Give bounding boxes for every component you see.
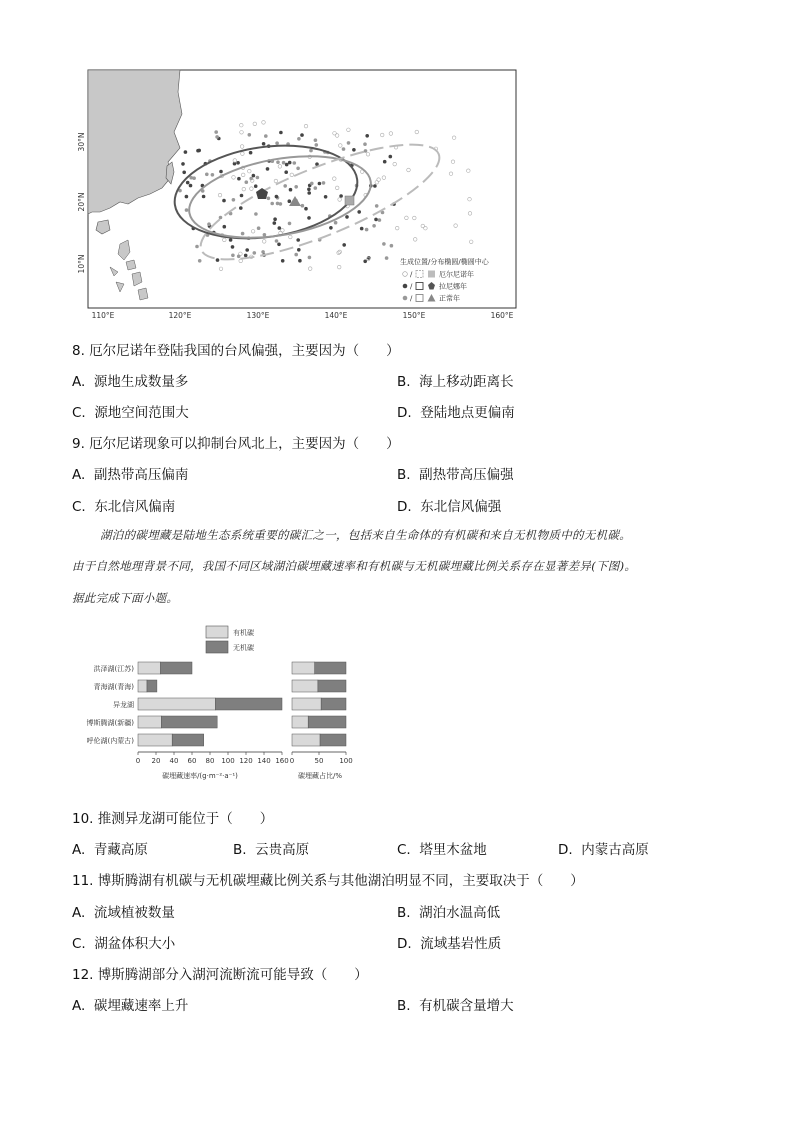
left-tick-label: 160 (275, 757, 289, 765)
q8-option-a[interactable]: A. 源地生成数量多 (72, 374, 189, 390)
bar-organic-rate (138, 662, 161, 674)
question-10-number: 10. (72, 811, 94, 827)
bar-inorganic-rate (161, 716, 217, 728)
genesis-dot (301, 204, 305, 208)
genesis-dot (282, 161, 286, 165)
bar-inorganic-rate (161, 662, 193, 674)
q8-option-c[interactable]: C. 源地空间范围大 (72, 405, 189, 421)
category-labels (87, 664, 135, 745)
genesis-dot (189, 184, 193, 188)
genesis-dot (289, 188, 293, 192)
genesis-dot (196, 149, 200, 153)
question-9 (72, 432, 400, 452)
genesis-dot (390, 244, 394, 248)
q10-option-c[interactable]: C. 塔里木盆地 (397, 842, 487, 858)
right-tick-label: 50 (314, 757, 324, 765)
bar-organic-share (292, 662, 315, 674)
genesis-dot (285, 163, 289, 167)
q12-option-b[interactable]: B. 有机碳含量增大 (397, 998, 514, 1014)
genesis-dot (385, 256, 389, 260)
genesis-dot (198, 259, 202, 263)
genesis-dot (222, 199, 226, 203)
genesis-dot (293, 161, 297, 165)
genesis-dot (240, 194, 244, 198)
left-tick-label: 100 (221, 757, 235, 765)
question-12-text: 博斯腾湖部分入湖河流断流可能导致（ ） (97, 967, 368, 983)
genesis-dot (315, 143, 319, 147)
genesis-dot (181, 162, 185, 166)
bar-organic-share (292, 680, 318, 692)
genesis-dot (283, 184, 287, 188)
bar-inorganic-share (320, 734, 346, 746)
left-panel-bars (138, 662, 282, 746)
genesis-dot (307, 191, 311, 195)
genesis-dot (214, 130, 218, 134)
genesis-dot (195, 245, 199, 249)
genesis-dot (294, 185, 298, 189)
svg-text:/: / (410, 282, 413, 291)
genesis-dot (382, 242, 386, 246)
question-10-text: 推测异龙湖可能位于（ ） (97, 811, 274, 827)
q10-option-b[interactable]: B. 云贵高原 (233, 842, 310, 858)
genesis-dot (324, 195, 328, 199)
genesis-dot (322, 181, 326, 185)
carbon-chart (70, 620, 370, 785)
y-tick-30n: 30°N (77, 132, 86, 152)
genesis-dot (273, 221, 277, 225)
genesis-dot (216, 258, 220, 262)
legend-inorganic-label: 无机碳 (233, 644, 254, 652)
bar-inorganic-share (318, 680, 346, 692)
q11-option-c[interactable]: C. 湖盆体积大小 (72, 936, 176, 952)
bar-organic-rate (138, 734, 172, 746)
x-tick-160e: 160°E (490, 311, 514, 320)
question-11 (72, 869, 584, 889)
genesis-dot (273, 217, 277, 221)
genesis-dot (264, 134, 268, 138)
genesis-dot (314, 138, 318, 142)
x-tick-110e: 110°E (91, 311, 115, 320)
genesis-dot (262, 142, 266, 146)
genesis-dot (365, 134, 369, 138)
genesis-dot (257, 226, 261, 230)
svg-text:/: / (410, 270, 413, 279)
bar-organic-rate (138, 698, 215, 710)
question-8-number: 8. (72, 343, 85, 359)
genesis-dot (185, 208, 189, 212)
category-label: 异龙湖 (113, 701, 134, 709)
genesis-dot (267, 197, 271, 201)
genesis-dot (244, 254, 248, 258)
genesis-dot (357, 210, 361, 214)
bar-inorganic-share (321, 698, 346, 710)
question-9-text: 厄尔尼诺现象可以抑制台风北上，主要因为（ ） (89, 436, 400, 452)
x-tick-150e: 150°E (402, 311, 426, 320)
genesis-dot (364, 149, 368, 153)
passage-line-3: 据此完成下面小题。 (72, 591, 179, 605)
genesis-dot (296, 238, 300, 242)
genesis-dot (275, 141, 279, 145)
genesis-dot (307, 188, 311, 192)
genesis-dot (374, 218, 378, 222)
bar-inorganic-rate (172, 734, 204, 746)
legend-organic-swatch (206, 626, 228, 638)
genesis-dot (215, 135, 219, 139)
genesis-dot (297, 248, 301, 252)
el-nino-center-square (345, 196, 354, 205)
left-tick-label: 20 (151, 757, 161, 765)
bar-organic-rate (138, 716, 161, 728)
question-11-number: 11. (72, 873, 94, 889)
genesis-dot (300, 133, 304, 137)
legend-la-nina-label: 拉尼娜年 (439, 282, 467, 291)
genesis-dot (296, 167, 300, 171)
y-tick-20n: 20°N (77, 192, 86, 212)
q10-option-d[interactable]: D. 内蒙古高原 (558, 842, 649, 858)
genesis-dot (189, 176, 193, 180)
legend-organic-label: 有机碳 (233, 629, 254, 637)
genesis-dot (363, 142, 367, 146)
genesis-dot (232, 198, 236, 202)
x-tick-130e: 130°E (246, 311, 270, 320)
genesis-dot (266, 167, 270, 171)
genesis-dot (345, 215, 349, 219)
q8-option-b[interactable]: B. 海上移动距离长 (397, 374, 514, 390)
genesis-dot (389, 155, 393, 159)
genesis-dot (288, 222, 292, 226)
left-panel-xlabel: 碳埋藏速率/(g·m⁻²·a⁻¹) (162, 772, 238, 780)
legend-normal-label: 正常年 (439, 294, 460, 303)
genesis-dot (211, 173, 215, 177)
question-8 (72, 339, 400, 359)
left-tick-label: 80 (205, 757, 215, 765)
genesis-dot (276, 160, 280, 164)
genesis-dot (254, 212, 258, 216)
bar-inorganic-share (315, 662, 346, 674)
genesis-dot (256, 176, 260, 180)
genesis-dot (298, 259, 302, 263)
genesis-dot (347, 141, 351, 145)
genesis-dot (342, 243, 346, 247)
genesis-dot (231, 245, 235, 249)
genesis-dot (304, 207, 308, 211)
genesis-dot (307, 216, 311, 220)
genesis-dot (205, 173, 209, 177)
genesis-dot (237, 177, 241, 181)
right-tick-label: 0 (289, 757, 295, 765)
x-tick-120e: 120°E (168, 311, 192, 320)
bar-inorganic-rate (215, 698, 282, 710)
genesis-dot (314, 186, 318, 190)
genesis-dot (288, 161, 292, 165)
y-tick-10n: 10°N (77, 254, 86, 274)
right-tick-label: 100 (339, 757, 353, 765)
question-12-number: 12. (72, 967, 94, 983)
genesis-dot (219, 170, 223, 174)
genesis-dot (263, 233, 267, 237)
genesis-dot (236, 161, 240, 165)
question-10 (72, 807, 273, 827)
q8-option-d[interactable]: D. 登陆地点更偏南 (397, 405, 515, 421)
genesis-dot (182, 171, 186, 175)
passage-line-2: 由于自然地理背景不同，我国不同区域湖泊碳埋藏速率和有机碳与无机碳埋藏比例关系存在显著差异(下图)。 (72, 559, 637, 573)
category-label: 博斯腾湖(新疆) (86, 719, 134, 727)
genesis-dot (309, 149, 313, 153)
genesis-dot (383, 160, 387, 164)
svg-text:/: / (410, 294, 413, 303)
left-tick-label: 140 (257, 757, 271, 765)
genesis-dot (378, 218, 382, 222)
right-panel-bars (292, 662, 346, 746)
genesis-dot (241, 232, 245, 236)
question-12 (72, 963, 368, 983)
left-tick-label: 40 (169, 757, 179, 765)
bar-organic-share (292, 734, 320, 746)
genesis-dot (270, 202, 274, 206)
left-tick-label: 120 (239, 757, 253, 765)
typhoon-map (70, 62, 530, 322)
bar-inorganic-rate (147, 680, 157, 692)
genesis-dot (375, 204, 379, 208)
genesis-dot (231, 254, 235, 258)
genesis-dot (254, 184, 258, 188)
genesis-dot (239, 206, 243, 210)
q11-option-b[interactable]: B. 湖泊水温高低 (397, 905, 501, 921)
genesis-dot (202, 195, 206, 199)
genesis-dot (186, 181, 190, 185)
chart-legend (206, 626, 254, 653)
question-11-text: 博斯腾湖有机碳与无机碳埋藏比例关系与其他湖泊明显不同，主要取决于（ ） (97, 873, 584, 889)
genesis-dot (342, 147, 346, 151)
carbon-chart-svg (70, 620, 370, 785)
genesis-dot (237, 255, 241, 259)
left-panel-axis (136, 752, 289, 765)
genesis-dot (310, 182, 314, 186)
genesis-dot (339, 194, 343, 198)
genesis-dot (275, 195, 279, 199)
genesis-dot (308, 256, 312, 260)
genesis-dot (372, 224, 376, 228)
genesis-dot (275, 239, 279, 243)
genesis-dot (279, 131, 283, 135)
q11-option-d[interactable]: D. 流域基岩性质 (397, 936, 502, 952)
legend-normal (403, 294, 460, 303)
right-panel-xlabel: 碳埋藏占比/% (297, 772, 343, 780)
genesis-dot (261, 250, 265, 254)
bar-organic-share (292, 716, 308, 728)
category-label: 呼伦湖(内蒙古) (86, 737, 134, 745)
question-8-text: 厄尔尼诺年登陆我国的台风偏强，主要因为（ ） (89, 343, 400, 359)
category-label: 青海湖(青海) (93, 683, 134, 691)
q9-option-d[interactable]: D. 东北信风偏强 (397, 499, 502, 515)
genesis-dot (253, 251, 257, 255)
genesis-dot (245, 248, 249, 252)
q9-option-c[interactable]: C. 东北信风偏南 (72, 499, 176, 515)
genesis-dot (276, 202, 280, 206)
left-tick-label: 0 (135, 757, 141, 765)
q12-option-a[interactable]: A. 碳埋藏速率上升 (72, 998, 189, 1014)
genesis-dot (223, 225, 227, 229)
genesis-dot (185, 195, 189, 199)
q9-option-b[interactable]: B. 副热带高压偏强 (397, 467, 514, 483)
genesis-dot (334, 221, 338, 225)
q10-option-a[interactable]: A. 青藏高原 (72, 842, 148, 858)
q11-option-a[interactable]: A. 流域植被数量 (72, 905, 175, 921)
genesis-dot (277, 243, 281, 247)
typhoon-map-svg (70, 62, 530, 322)
genesis-dot (207, 222, 211, 226)
bar-organic-rate (138, 680, 147, 692)
genesis-dot (318, 182, 322, 186)
genesis-dot (294, 253, 298, 257)
genesis-dot (365, 228, 369, 232)
category-label: 洪泽湖(江苏) (93, 665, 134, 673)
map-legend-title: 生成位置/分布椭圆/椭圆中心 (400, 258, 489, 266)
genesis-dot (284, 170, 288, 174)
left-tick-label: 60 (187, 757, 197, 765)
bar-organic-share (292, 698, 321, 710)
genesis-dot (245, 180, 249, 184)
q9-option-a[interactable]: A. 副热带高压偏南 (72, 467, 189, 483)
genesis-dot (360, 227, 364, 231)
genesis-dot (373, 184, 377, 188)
bar-inorganic-share (308, 716, 346, 728)
genesis-dot (281, 259, 285, 263)
genesis-dot (278, 226, 282, 230)
genesis-dot (352, 148, 356, 152)
legend-inorganic-swatch (206, 641, 228, 653)
genesis-dot (248, 133, 252, 137)
genesis-dot (252, 174, 256, 178)
passage-line-1: 湖泊的碳埋藏是陆地生态系统重要的碳汇之一，包括来自生命体的有机碳和来自无机物质中的无机碳。 (100, 528, 631, 542)
genesis-dot (184, 150, 188, 154)
genesis-dot (297, 137, 301, 141)
genesis-dot (249, 151, 253, 155)
genesis-dot (329, 226, 333, 230)
question-9-number: 9. (72, 436, 85, 452)
genesis-dot (288, 199, 292, 203)
x-tick-140e: 140°E (324, 311, 348, 320)
legend-el-nino-label: 厄尔尼诺年 (439, 270, 474, 279)
right-panel-axis (290, 752, 353, 765)
